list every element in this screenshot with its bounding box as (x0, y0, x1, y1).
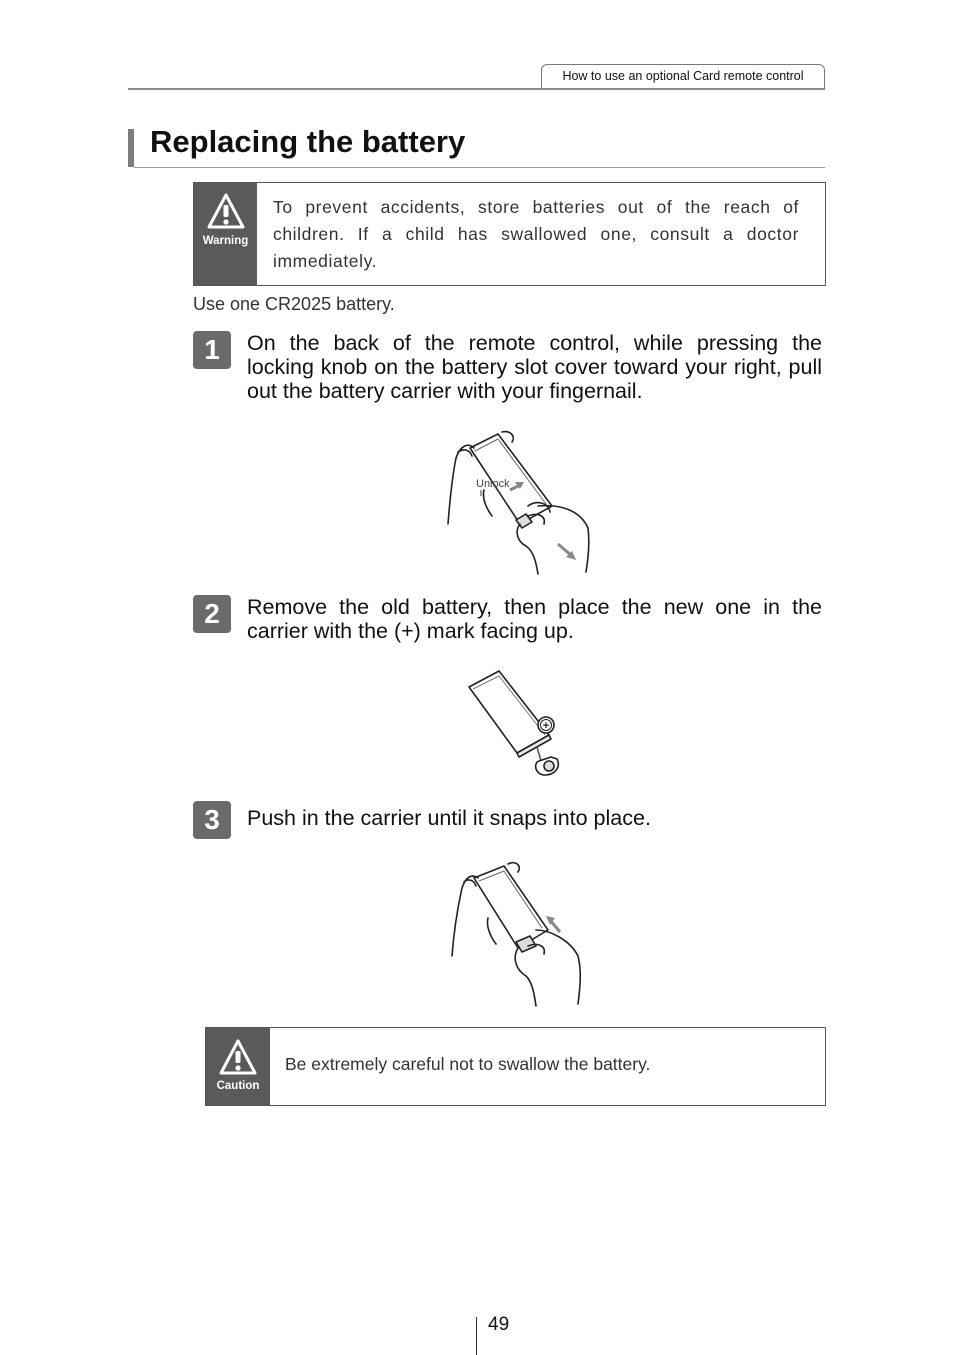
step-1-number: 1 (193, 331, 231, 369)
step-2-text: Remove the old battery, then place the new one in the carrier with the (+) mark facing up. (247, 595, 822, 643)
title-rule (134, 167, 825, 168)
remote-unlock-illustration (440, 428, 600, 576)
step-2-number: 2 (193, 595, 231, 633)
step-3-number: 3 (193, 801, 231, 839)
step-3-text: Push in the carrier until it snaps into place. (247, 806, 651, 830)
warning-box (193, 182, 826, 286)
unlock-label: Unlock (476, 478, 510, 490)
section-tab: How to use an optional Card remote control (541, 64, 825, 89)
caution-box (205, 1027, 826, 1106)
caution-text: Be extremely careful not to swallow the battery. (285, 1054, 651, 1074)
warning-text: To prevent accidents, store batteries out of the reach of children. If a child has swallowed one, consult a doctor immediately. (273, 197, 799, 271)
page-number: 49 (488, 1314, 510, 1335)
caution-icon (219, 1038, 257, 1076)
title-accent-bar (128, 129, 134, 167)
caution-sidebar (206, 1028, 270, 1105)
battery-carrier-illustration (465, 667, 575, 781)
page-title: Replacing the battery (150, 124, 466, 159)
warning-label: Warning (202, 235, 249, 247)
plus-mark: + (542, 720, 550, 732)
push-carrier-illustration (446, 860, 596, 1010)
page-number-divider (476, 1317, 477, 1355)
warning-icon (207, 192, 245, 230)
battery-intro: Use one CR2025 battery. (193, 294, 395, 314)
warning-sidebar (194, 183, 257, 285)
caution-label: Caution (216, 1080, 260, 1092)
step-1-text: On the back of the remote control, while pressing the locking knob on the battery slot cover toward your right, pull out the battery carrier with your fingernail. (247, 331, 822, 403)
header-rule (128, 88, 825, 90)
